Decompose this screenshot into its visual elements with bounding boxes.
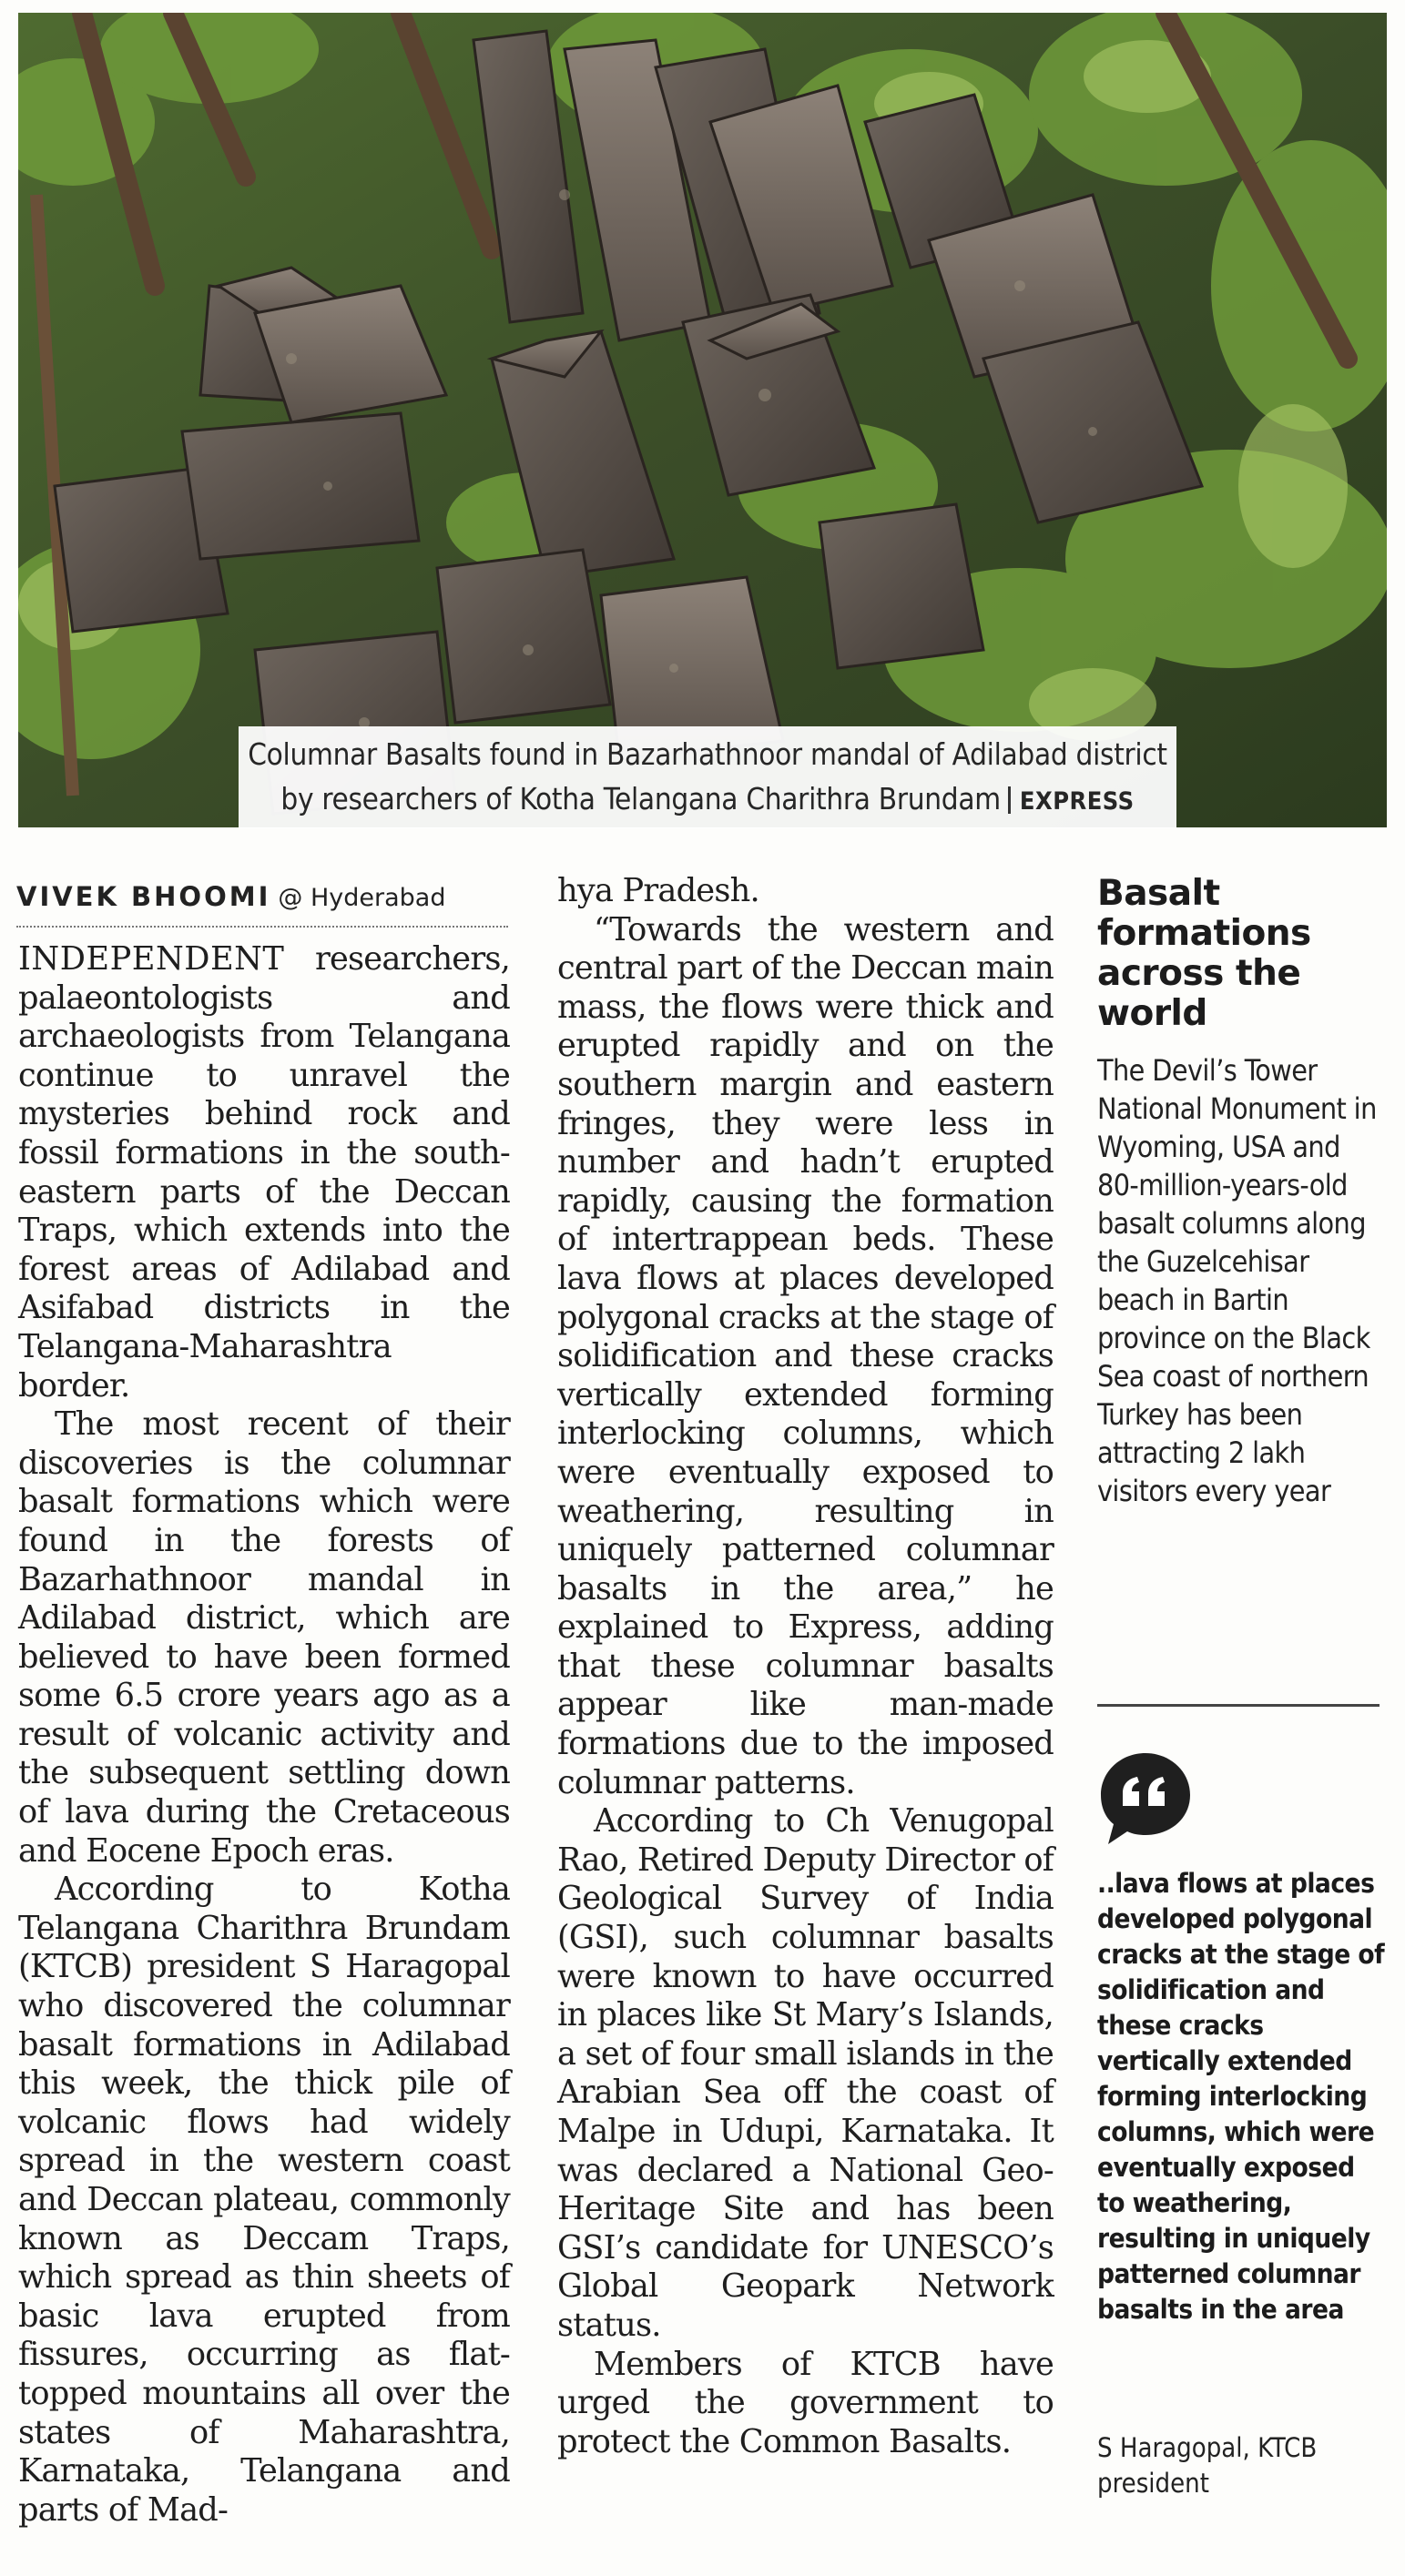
- paragraph-3-continued: hya Pradesh.: [557, 872, 759, 909]
- paragraph-3-text: According to Kotha Telangana Charithra Brundam (KTCB) president S Haragopal who discovered the columnar basalt formations in Adilabad this week, the thick pile of volcanic flows had widely spread in the western coast and Deccan plateau, commonly known as Deccam Traps, which spread as thin sheets of basic lava erupted from fissures, occurring as flat-topped mountains all over the states of Maharashtra, Karnataka, Telangana and parts of Mad-: [18, 1871, 510, 2529]
- basalt-photo: [18, 13, 1387, 827]
- sidebar-body: The Devil’s Tower National Monument in Wyoming, USA and 80-million-years-old basalt columns along the Guzelcehisar beach in Bartin province on the Black Sea coast of northern Turkey has been attracting 2 lakh visitors every year: [1097, 1053, 1377, 1508]
- caption-line-2: [239, 776, 1176, 824]
- article-column-2: [557, 872, 1054, 2461]
- article-paragraph-5: According to Ch Venugopal Rao, Retired Deputy Director of Geological Survey of India (GSI), such columnar basalts were known to have occurred in places like St Mary’s Islands, a set of four small islands in the Arabian Sea off the coast of Malpe in Udupi, Karnataka. It was declared a National Geo-Heritage Site and has been GSI’s candidate for UNESCO’s Global Geopark Network status.: [557, 1802, 1054, 2344]
- caption-line-2-text: by researchers of Kotha Telangana Charithra Brundam: [280, 781, 1001, 816]
- article-paragraph-2: The most recent of their discoveries is the columnar basalt formations which were found in the forests of Bazarhathnoor mandal in Adilabad district, which are believed to have been formed some 6.5 crore years ago as a result of volcanic activity and the subsequent settling down of lava during the Cretaceous and Eocene Epoch eras.: [18, 1405, 510, 1870]
- article-paragraph-1: [18, 940, 510, 1405]
- paragraph-1-text: researchers, palaeontologists and archaeologists from Telangana continue to unravel the mysteries behind rock and fossil formations in the south-eastern parts of the Deccan Traps, which extends into the forest areas of Adilabad and Asifabad districts in the Telangana-Maharashtra border.: [18, 940, 510, 1405]
- caption-divider: [1008, 786, 1011, 814]
- dateline-location: @ Hyderabad: [278, 884, 446, 912]
- author-name: VIVEK BHOOMI: [16, 881, 271, 912]
- article-column-1: [18, 940, 510, 2530]
- pull-quote-attribution: S Haragopal, KTCB president: [1097, 2432, 1318, 2499]
- article-paragraph-3: [18, 1871, 510, 2530]
- photo-caption: [239, 726, 1176, 828]
- caption-line-1: Columnar Basalts found in Bazarhathnoor mandal of Adilabad district: [248, 736, 1167, 772]
- byline-divider: [16, 926, 508, 928]
- quote-marks-icon: [1095, 1749, 1196, 1848]
- pull-quote: ..lava flows at places developed polygonal cracks at the stage of solidification and these cracks vertically extended forming interlocking columns, which were eventually exposed to weathering, resulting in uniquely patterned columnar basalts in the area: [1097, 1868, 1385, 2325]
- photo-credit: EXPRESS: [1019, 787, 1135, 816]
- basalt-illustration: [18, 13, 1387, 827]
- sidebar-heading: Basalt formations across the world: [1097, 873, 1311, 1034]
- lead-caps: INDEPENDENT: [18, 940, 285, 978]
- byline: [16, 881, 445, 912]
- sidebar-divider: [1097, 1704, 1380, 1707]
- article-paragraph-4: “Towards the western and central part of the Deccan main mass, the flows were thick and erupted rapidly and on the southern margin and eastern fringes, they were less in number and hadn’t erupted rapidly, causing the formation of intertrappean beds. These lava flows at places developed polygonal cracks at the stage of solidification and these cracks vertically extended forming interlocking columns, which were eventually exposed to weathering, resulting in uniquely patterned columnar basalts in the area,” he explained to Express, adding that these columnar basalts appear like man-made formations due to the imposed columnar patterns.: [557, 910, 1054, 1801]
- article-paragraph-6: Members of KTCB have urged the government to protect the Common Basalts.: [557, 2345, 1054, 2460]
